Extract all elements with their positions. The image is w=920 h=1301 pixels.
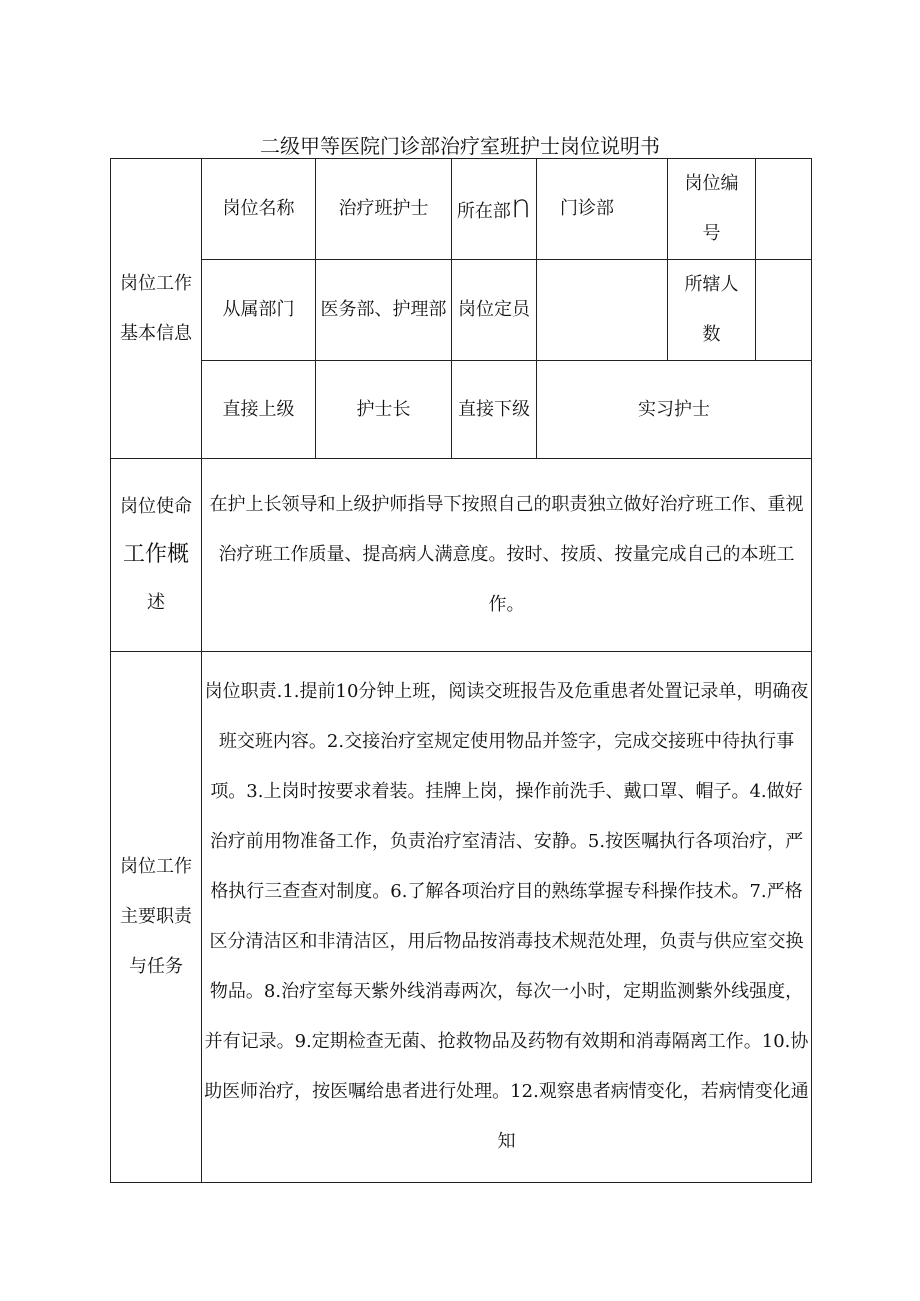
subordinates-label: 所辖人数 (668, 260, 756, 361)
mission-label-a: 岗位使命 (120, 496, 192, 517)
department-label-glyph: n (510, 187, 532, 225)
mission-label-c: 述 (147, 592, 165, 613)
direct-subordinate-value: 实习护士 (537, 361, 812, 459)
parent-dept-label: 从属部门 (202, 260, 316, 361)
subordinates-value (756, 260, 812, 361)
direct-superior-label: 直接上级 (202, 361, 316, 459)
mission-text: 在护上长领导和上级护师指导下按照自己的职责独立做好治疗班工作、重视治疗班工作质量、提高病人满意度。按时、按质、按量完成自己的本班工作。 (202, 459, 812, 652)
headcount-value (537, 260, 668, 361)
parent-dept-value: 医务部、护理部 (316, 260, 452, 361)
mission-label-b: 工作概 (122, 542, 189, 567)
job-number-value (756, 159, 812, 260)
page-title: 二级甲等医院门诊部治疗室班护士岗位说明书 (260, 134, 660, 158)
department-value: 门诊部 (537, 159, 668, 260)
duties-label: 岗位工作主要职责与任务 (111, 652, 202, 1183)
department-label-text: 所在部 (456, 201, 511, 222)
job-number-label: 岗位编号 (668, 159, 756, 260)
job-description-table (110, 158, 812, 1183)
basic-info-label: 岗位工作基本信息 (111, 159, 202, 459)
mission-label (111, 459, 202, 652)
direct-subordinate-label: 直接下级 (452, 361, 537, 459)
job-name-value: 治疗班护士 (316, 159, 452, 260)
job-name-label: 岗位名称 (202, 159, 316, 260)
department-label (452, 159, 537, 260)
headcount-label: 岗位定员 (452, 260, 537, 361)
direct-superior-value: 护士长 (316, 361, 452, 459)
duties-text: 岗位职责.1.提前10分钟上班，阅读交班报告及危重患者处置记录单，明确夜班交班内容。2.交接治疗室规定使用物品并签字，完成交接班中待执行事项。3.上岗时按要求着装。挂牌上岗，操作前洗手、戴口罩、帽子。4.做好治疗前用物准备工作，负责治疗室清洁、安静。5.按医嘱执行各项治疗，严格执行三查查对制度。6.了解各项治疗目的熟练掌握专科操作技术。7.严格区分清洁区和非清洁区，用后物品按消毒技术规范处理，负责与供应室交换物品。8.治疗室每天紫外线消毒两次，每次一小时，定期监测紫外线强度，并有记录。9.定期检查无菌、抢救物品及药物有效期和消毒隔离工作。10.协助医师治疗，按医嘱给患者进行处理。12.观察患者病情变化，若病情变化通知 (202, 652, 812, 1183)
